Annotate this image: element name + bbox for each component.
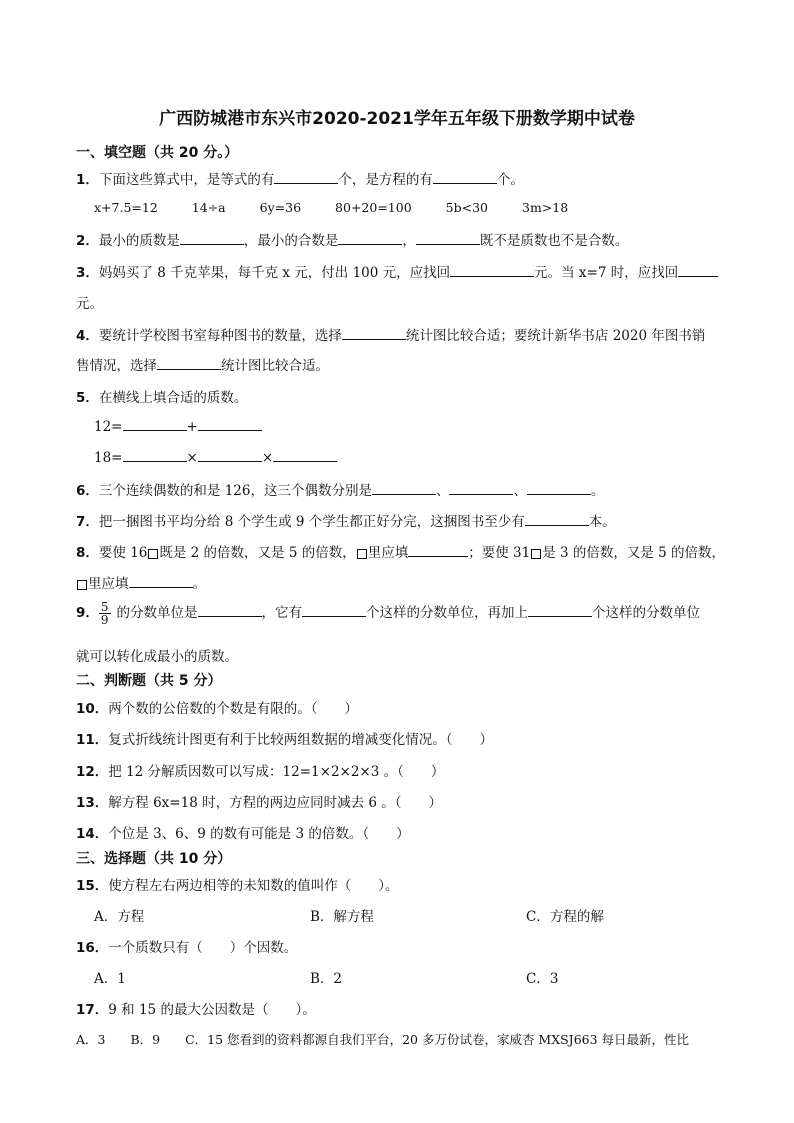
answer-blank[interactable] xyxy=(450,264,534,277)
question-3-cont: 元。 xyxy=(76,296,103,312)
box-symbol xyxy=(357,549,367,559)
answer-blank[interactable] xyxy=(449,482,513,495)
answer-blank[interactable] xyxy=(123,449,187,462)
option-a[interactable]: A．1 xyxy=(94,971,126,987)
question-5: 5．在横线上填合适的质数。 xyxy=(76,390,248,406)
answer-blank[interactable] xyxy=(408,544,468,557)
answer-blank[interactable] xyxy=(123,418,187,431)
answer-blank[interactable] xyxy=(527,482,591,495)
answer-blank[interactable] xyxy=(416,232,480,245)
answer-blank[interactable] xyxy=(342,327,406,340)
option-c[interactable]: C．3 xyxy=(526,971,559,987)
answer-blank[interactable] xyxy=(678,264,718,277)
box-symbol xyxy=(77,580,87,590)
page-title: 广西防城港市东兴市2020-2021学年五年级下册数学期中试卷 xyxy=(159,109,635,129)
fraction: $\frac{5}{9}$ xyxy=(100,600,109,627)
question-15-options xyxy=(94,905,742,925)
answer-blank[interactable] xyxy=(157,357,221,370)
question-13: 13．解方程 6x=18 时，方程的两边应同时减去 6 。（ ） xyxy=(76,795,442,811)
question-3: 3．妈妈买了 8 千克苹果，每千克 x 元，付出 100 元，应找回 元。当 x=7 时，应找回 xyxy=(76,261,718,281)
question-8: 8．要使 16 既是 2 的倍数，又是 5 的倍数， 里应填 ；要使 31 是 3 的倍数，又是 5 的倍数， xyxy=(76,545,726,561)
answer-blank[interactable] xyxy=(338,232,402,245)
question-14: 14．个位是 3、6、9 的数有可能是 3 的倍数。（ ） xyxy=(76,826,410,842)
question-2: 2．最小的质数是 ，最小的合数是 ， 既不是质数也不是合数。 xyxy=(76,233,629,249)
answer-blank[interactable] xyxy=(273,449,337,462)
question-11: 11．复式折线统计图更有利于比较两组数据的增减变化情况。（ ） xyxy=(76,732,494,748)
question-12: 12．把 12 分解质因数可以写成：12=1×2×2×3 。（ ） xyxy=(76,764,445,780)
question-9: 9． $\frac{5}{9}$ 的分数单位是 ，它有 个这样的分数单位，再加上 个这样的分数单位 xyxy=(76,600,701,627)
question-8-cont: 里应填 。 xyxy=(76,572,206,592)
answer-blank[interactable] xyxy=(525,513,589,526)
question-10: 10．两个数的公倍数的个数是有限的。（ ） xyxy=(76,701,359,717)
question-17: 17．9 和 15 的最大公因数是（ ）。 xyxy=(76,1002,316,1018)
option-c[interactable]: C．方程的解 xyxy=(526,909,604,925)
question-16-options xyxy=(94,967,742,987)
answer-blank[interactable] xyxy=(198,449,262,462)
option-b[interactable]: B．2 xyxy=(310,971,343,987)
question-9-cont: 就可以转化成最小的质数。 xyxy=(76,649,238,665)
box-symbol xyxy=(531,549,541,559)
answer-blank[interactable] xyxy=(198,604,262,617)
answer-blank[interactable] xyxy=(433,171,497,184)
question-17-options: A．3 B．9 C．15 您看到的资料都源自我们平台，20 多万份试卷，家威杏 MXSJ663 每日最新，性比 xyxy=(76,1032,690,1047)
section-heading-true-false: 二、判断题（共 5 分） xyxy=(76,673,222,689)
section-heading-multiple-choice: 三、选择题（共 10 分） xyxy=(76,851,232,867)
question-1: 1．下面这些算式中，是等式的有 个，是方程的有 个。 xyxy=(76,172,524,188)
question-4: 4．要统计学校图书室每种图书的数量，选择 统计图比较合适；要统计新华书店 2020 年图书销 xyxy=(76,328,706,344)
box-symbol xyxy=(148,549,158,559)
question-4-cont: 售情况，选择 统计图比较合适。 xyxy=(76,358,329,374)
question-5-line-2: 18= × × xyxy=(94,449,337,466)
answer-blank[interactable] xyxy=(528,604,592,617)
answer-blank[interactable] xyxy=(198,418,262,431)
answer-blank[interactable] xyxy=(129,575,193,588)
question-5-line-1: 12= + xyxy=(94,418,262,435)
question-6: 6．三个连续偶数的和是 126，这三个偶数分别是 、 、 。 xyxy=(76,483,605,499)
question-15: 15．使方程左右两边相等的未知数的值叫作（ ）。 xyxy=(76,878,399,894)
question-16: 16．一个质数只有（ ）个因数。 xyxy=(76,940,298,956)
section-heading-fill-blank: 一、填空题（共 20 分。） xyxy=(76,145,239,161)
answer-blank[interactable] xyxy=(274,171,338,184)
question-1-expressions: x+7.5=12 14÷a 6y=36 80+20=100 5b<30 3m>18 xyxy=(94,200,569,215)
answer-blank[interactable] xyxy=(180,232,244,245)
answer-blank[interactable] xyxy=(302,604,366,617)
question-7: 7．把一捆图书平均分给 8 个学生或 9 个学生都正好分完，这捆图书至少有 本。 xyxy=(76,514,616,530)
answer-blank[interactable] xyxy=(372,482,436,495)
option-b[interactable]: B．解方程 xyxy=(310,909,374,925)
option-a[interactable]: A．方程 xyxy=(94,909,145,925)
